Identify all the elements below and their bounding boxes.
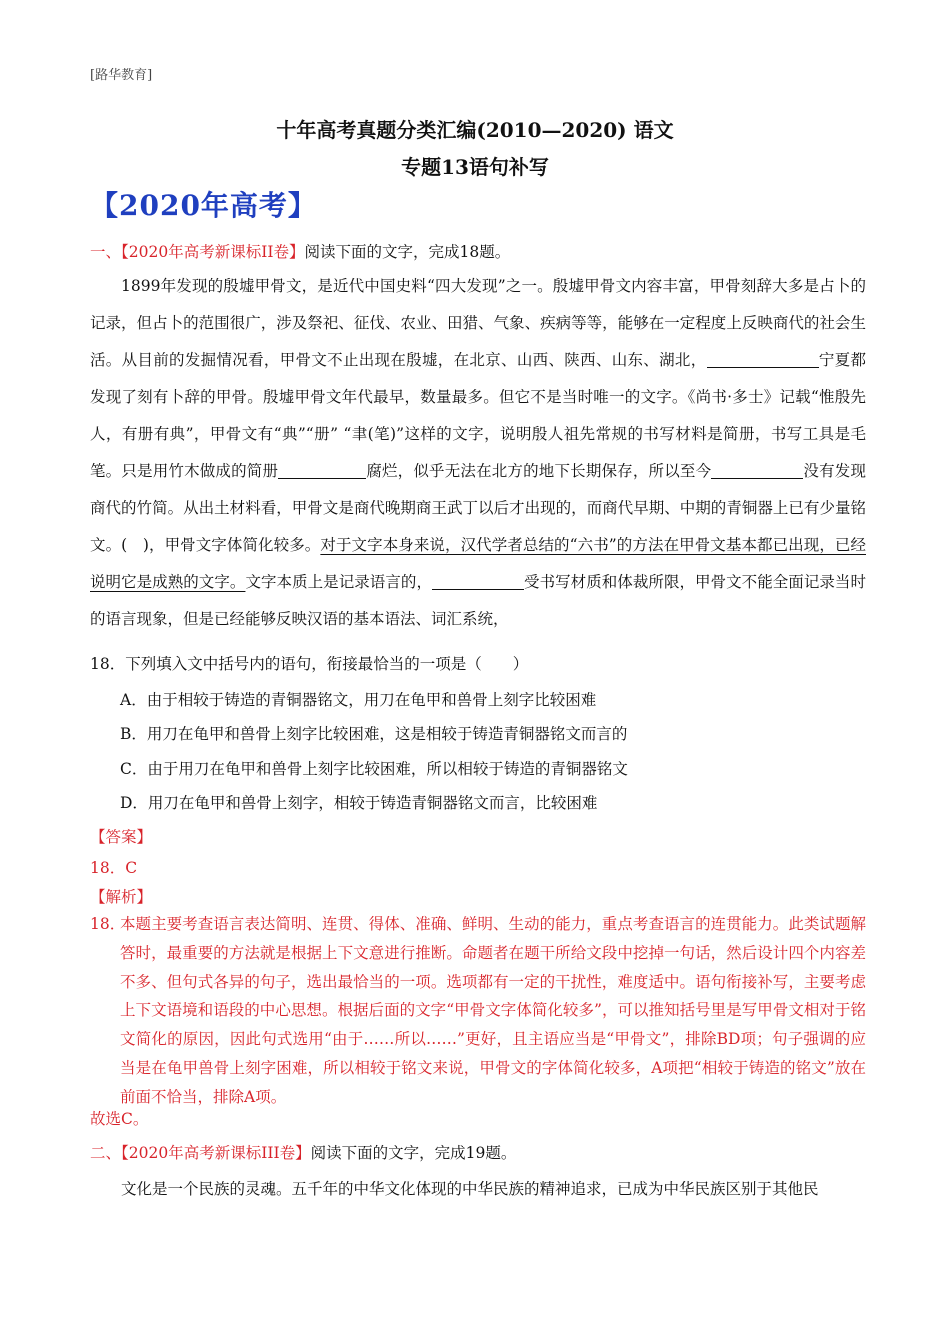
- document-subtitle: 专题13语句补写: [401, 155, 549, 179]
- passage-2-start: 文化是一个民族的灵魂。五千年的中华文化体现的中华民族的精神追求，已成为中华民族区别于其他民: [121, 1180, 819, 1198]
- analysis-text: [90, 910, 866, 1112]
- passage-1-underlined-sentence: 对于文字本身来说，汉代学者总结的“六书”的方法在甲骨文基本都已出现，已经说明它是成熟的文字。: [90, 536, 866, 591]
- question-1-instruction: 阅读下面的文字，完成18题。: [304, 243, 511, 261]
- passage-2: [90, 1171, 866, 1208]
- analysis-conclusion: 故选C。: [90, 1110, 149, 1128]
- passage-1: [90, 268, 866, 638]
- analysis-body: 本题主要考查语言表达简明、连贯、得体、准确、鲜明、生动的能力，重点考查语言的连贯能力。此类试题解答时，最重要的方法就是根据上下文意进行推断。命题者在题干所给文段中挖掉一句话，然后设计四个内容差不多、但句式各异的句子，选出最恰当的一项。选项都有一定的干扰性，难度适中。语句衔接补写，主要考虑上下文语境和语段的中心思想。根据后面的文字“甲骨文字体简化较多”，可以推知括号里是写甲骨文相对于铭文简化的原因，因此句式选用“由于……所以……”更好，且主语应当是“甲骨文”，排除BD项；句子强调的应当是在龟甲兽骨上刻字困难，所以相较于铭文来说，甲骨文的字体简化较多，A项把“相较于铸造的铭文”放在前面不恰当，排除A项。: [120, 915, 866, 1106]
- question-1-number: 一、: [90, 243, 122, 261]
- fill-blank-1-cont: [809, 352, 819, 369]
- option-d: D．用刀在龟甲和兽骨上刻字，相较于铸造青铜器铭文而言，比较困难: [120, 794, 598, 812]
- analysis-number: 18．: [90, 915, 126, 933]
- passage-1-part-1: 1899年发现的殷墟甲骨文，是近代中国史料“四大发现”之一。殷墟甲骨文内容丰富，甲骨刻辞大多是占卜的记录，但占卜的范围很广，涉及祭祀、征伐、农业、田猎、气象、疾病等等，能够在一定程度上反映商代的社会生活。从目前的发掘情况看，甲骨文不止出现在殷墟，在北京、山西、陕西、山东、湖北，: [90, 277, 866, 369]
- fill-blank-3: [711, 463, 803, 480]
- passage-1-part-2: 宁夏都发现了刻有卜辞的甲骨。殷墟甲骨文年代最早，数量最多。但它不是当时唯一的文字。《尚书·多士》记载“惟殷先人，有册有典”，甲骨文有“典”“册” “聿(笔)”这样的文字，说明殷人祖先常规的书写材料是简册，书写工具是毛笔。只是用竹木做成的简册: [90, 351, 866, 480]
- question-2-header: [90, 1141, 516, 1163]
- year-heading: 【2020年高考】: [90, 189, 317, 222]
- question-1-source: 【2020年高考新课标II卷】: [121, 243, 305, 261]
- passage-1-part-6: 文字本质上是记录语言的，: [245, 573, 432, 591]
- passage-1-part-3: 腐烂，似乎无法在北方的地下长期保存，所以至今: [366, 462, 712, 480]
- header-tag: [路华教育]: [90, 68, 153, 83]
- fill-blank-1: [707, 352, 809, 369]
- option-c: C．由于用刀在龟甲和兽骨上刻字比较困难，所以相较于铸造的青铜器铭文: [120, 760, 628, 778]
- question-1-header: [90, 240, 510, 262]
- passage-1-part-4: 没有发现商代的竹简。从出土材料看，甲骨文是商代晚期商王武丁以后才出现的，而商代早期、中期的青铜器上已有少量铭文。( )，甲骨文字体简化较多。: [90, 462, 866, 554]
- fill-blank-4: [432, 574, 524, 591]
- option-b: B．用刀在龟甲和兽骨上刻字比较困难，这是相较于铸造青铜器铭文而言的: [120, 725, 628, 743]
- question-18-stem: 18．下列填入文中括号内的语句，衔接最恰当的一项是（ ）: [90, 655, 529, 673]
- answer-label: 【答案】: [90, 828, 153, 846]
- option-a: A．由于相较于铸造的青铜器铭文，用刀在龟甲和兽骨上刻字比较困难: [120, 691, 597, 709]
- analysis-label: 【解析】: [90, 888, 153, 906]
- question-2-source: 【2020年高考新课标III卷】: [121, 1144, 311, 1162]
- fill-blank-2: [278, 463, 366, 480]
- question-2-instruction: 阅读下面的文字，完成19题。: [310, 1144, 517, 1162]
- document-title: 十年高考真题分类汇编(2010—2020) 语文: [276, 118, 674, 142]
- answer-value: 18．C: [90, 859, 138, 877]
- passage-1-part-7: 受书写材质和体裁所限，甲骨文不能全面记录当时的语言现象，但是已经能够反映汉语的基本语法、词汇系统，: [90, 573, 866, 628]
- question-2-number: 二、: [90, 1144, 122, 1162]
